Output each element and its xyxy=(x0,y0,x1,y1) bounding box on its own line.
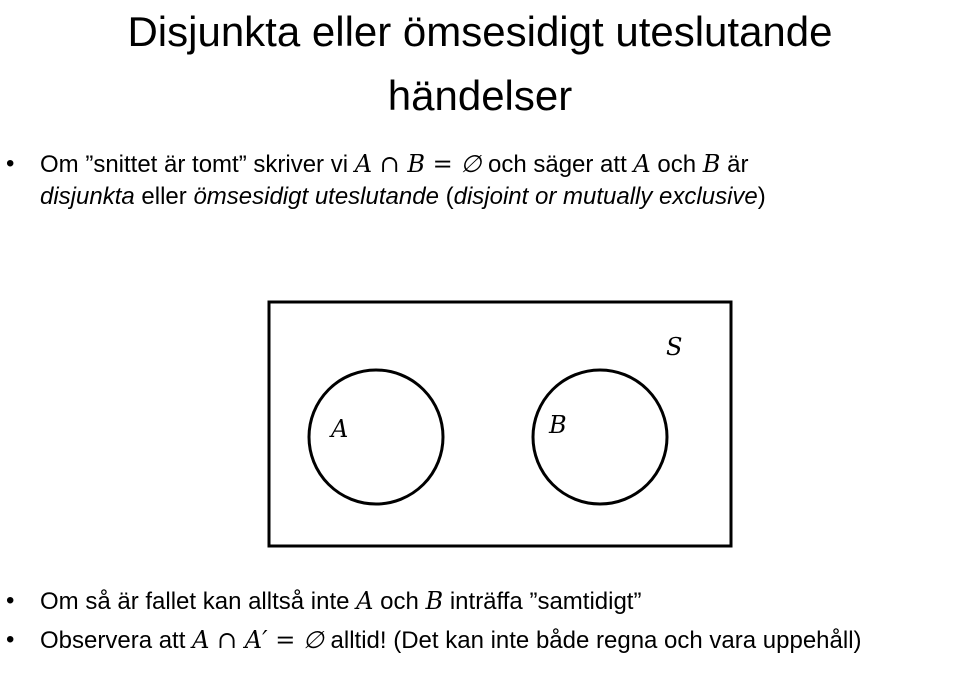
bullet3-text-a: Observera att xyxy=(40,627,186,654)
bullet1-math-b: B xyxy=(702,150,721,178)
event-a-circle xyxy=(309,370,443,504)
title-line-2: händelser xyxy=(387,72,573,119)
bullet1-text-or: or xyxy=(534,183,557,210)
bullet1-text-c: och xyxy=(657,151,697,178)
title-line-1: Disjunkta eller ömsesidigt uteslutande xyxy=(127,8,833,55)
bullet-dot-icon: • xyxy=(6,150,15,177)
bullet-dot-icon: • xyxy=(6,587,15,614)
bullet-cannot-occur xyxy=(6,585,950,618)
bullet1-text-b: och säger att xyxy=(487,151,627,178)
bullet-complement xyxy=(6,624,950,657)
bullet2-text-b: och xyxy=(380,588,419,615)
bullet1-paren-close: ) xyxy=(757,183,766,210)
label-s: S xyxy=(666,333,683,361)
label-a: A xyxy=(331,415,349,443)
term-disjunkta: disjunkta xyxy=(40,183,135,210)
bullet-dot-icon: • xyxy=(6,626,15,653)
bullet1-math-intersection: A ∩ B = ∅ xyxy=(354,150,482,178)
bullet2-math-b: B xyxy=(425,587,444,615)
bullet1-text-a: Om ”snittet är tomt” skriver vi xyxy=(40,151,349,178)
bullet2-math-a: A xyxy=(356,587,374,615)
bullet1-paren-open: ( xyxy=(445,183,454,210)
bullet3-text-b: alltid! (Det kan inte både regna och vara uppehåll) xyxy=(330,627,862,654)
bullet3-math-complement: A ∩ A′ = ∅ xyxy=(192,626,324,654)
bullet1-text-d: är xyxy=(727,151,749,178)
bullet1-math-a: A xyxy=(633,150,651,178)
term-omsesidigt-uteslutande: ömsesidigt uteslutande xyxy=(193,183,439,210)
term-disjoint: disjoint xyxy=(453,183,529,210)
bullet1-text-e: eller xyxy=(141,183,187,210)
bullet2-text-a: Om så är fallet kan alltså inte xyxy=(40,588,350,615)
bullet2-text-c: inträffa ”samtidigt” xyxy=(449,588,642,615)
term-mutually-exclusive: mutually exclusive xyxy=(563,183,758,210)
label-b: B xyxy=(549,411,567,439)
